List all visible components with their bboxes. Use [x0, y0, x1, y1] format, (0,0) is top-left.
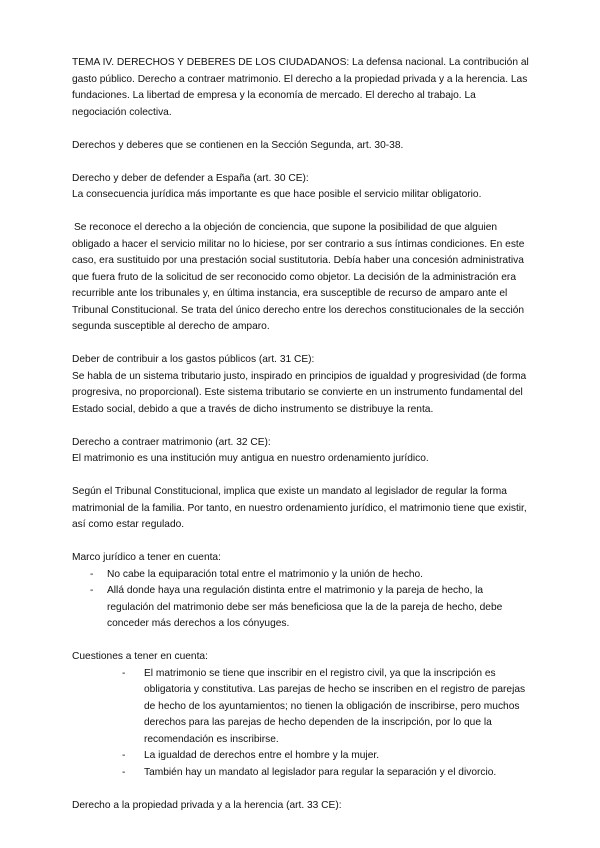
- list-item: - El matrimonio se tiene que inscribir en el registro civil, ya que la inscripción es obligatoria y constitutiva. Las parejas de hecho se inscriben en el registro de parejas de hecho de los ayuntamientos; no tienen la obligación de inscribirse, pero muchos derechos para las parejas de hecho dependen de la inscripción, por lo que la recomendación es inscribirse.: [72, 666, 532, 749]
- taxes-paragraph: Se habla de un sistema tributario justo, inspirado en principios de igualdad y progresividad (de forma progresiva, no proporcional). Este sistema tributario se convierte en un instrumento fundamental del Estado social, debido a que a través de dicho instrumento se distribuye la renta.: [72, 370, 527, 415]
- framework-heading: Marco jurídico a tener en cuenta:: [72, 552, 221, 563]
- topic-heading: TEMA IV. DERECHOS Y DEBERES DE LOS CIUDADANOS: La defensa nacional. La contribución al gasto público. Derecho a contraer matrimonio. El derecho a la propiedad privada y a la herencia. Las fundaciones. La libertad de empresa y la economía de mercado. El derecho al trabajo. La negociación colectiva.: [72, 57, 529, 118]
- taxes-heading: Deber de contribuir a los gastos públicos (art. 31 CE):: [72, 354, 315, 365]
- section-intro: Derechos y deberes que se contienen en la Sección Segunda, art. 30-38.: [72, 139, 404, 151]
- issues-heading: Cuestiones a tener en cuenta:: [72, 651, 208, 662]
- framework-list: [72, 567, 532, 633]
- marriage-paragraph-2: Según el Tribunal Constitucional, implica que existe un mandato al legislador de regular la forma matrimonial de la familia. Por tanto, en nuestro ordenamiento jurídico, el matrimonio tiene que existir, así como estar regulado.: [72, 486, 527, 530]
- list-item: - Allá donde haya una regulación distinta entre el matrimonio y la pareja de hecho, la regulación del matrimonio debe ser más beneficiosa que la de la pareja de hecho, debe conceder más derechos a los cónyuges.: [72, 583, 532, 633]
- issues-list: [72, 666, 532, 782]
- marriage-paragraph-1: El matrimonio es una institución muy antigua en nuestro ordenamiento jurídico.: [72, 453, 429, 464]
- property-heading: Derecho a la propiedad privada y a la herencia (art. 33 CE):: [72, 799, 342, 811]
- list-item: - No cabe la equiparación total entre el matrimonio y la unión de hecho.: [72, 567, 532, 584]
- list-item: - La igualdad de derechos entre el hombre y la mujer.: [72, 748, 532, 765]
- document-body: [72, 55, 532, 814]
- list-item: - También hay un mandato al legislador para regular la separación y el divorcio.: [72, 765, 532, 782]
- marriage-heading: Derecho a contraer matrimonio (art. 32 CE):: [72, 436, 271, 448]
- defense-paragraph-1: La consecuencia jurídica más importante es que hace posible el servicio militar obligatorio.: [72, 189, 482, 200]
- defense-heading: Derecho y deber de defender a España (art. 30 CE):: [72, 172, 309, 184]
- defense-paragraph-2: Se reconoce el derecho a la objeción de conciencia, que supone la posibilidad de que alguien obligado a hacer el servicio militar no lo hiciese, por ser contrario a sus íntimas condiciones. En este caso, era sustituido por una prestación social sustitutoria. Debía haber una concesión administrativa que fuera fruto de la solicitud de ser reconocido como objetor. La decisión de la administración era recurrible ante los tribunales y, en última instancia, era susceptible de recurso de amparo ante el Tribunal Constitucional. Se trata del único derecho entre los derechos constitucionales de la sección segunda susceptible al derecho de amparo.: [72, 222, 525, 332]
